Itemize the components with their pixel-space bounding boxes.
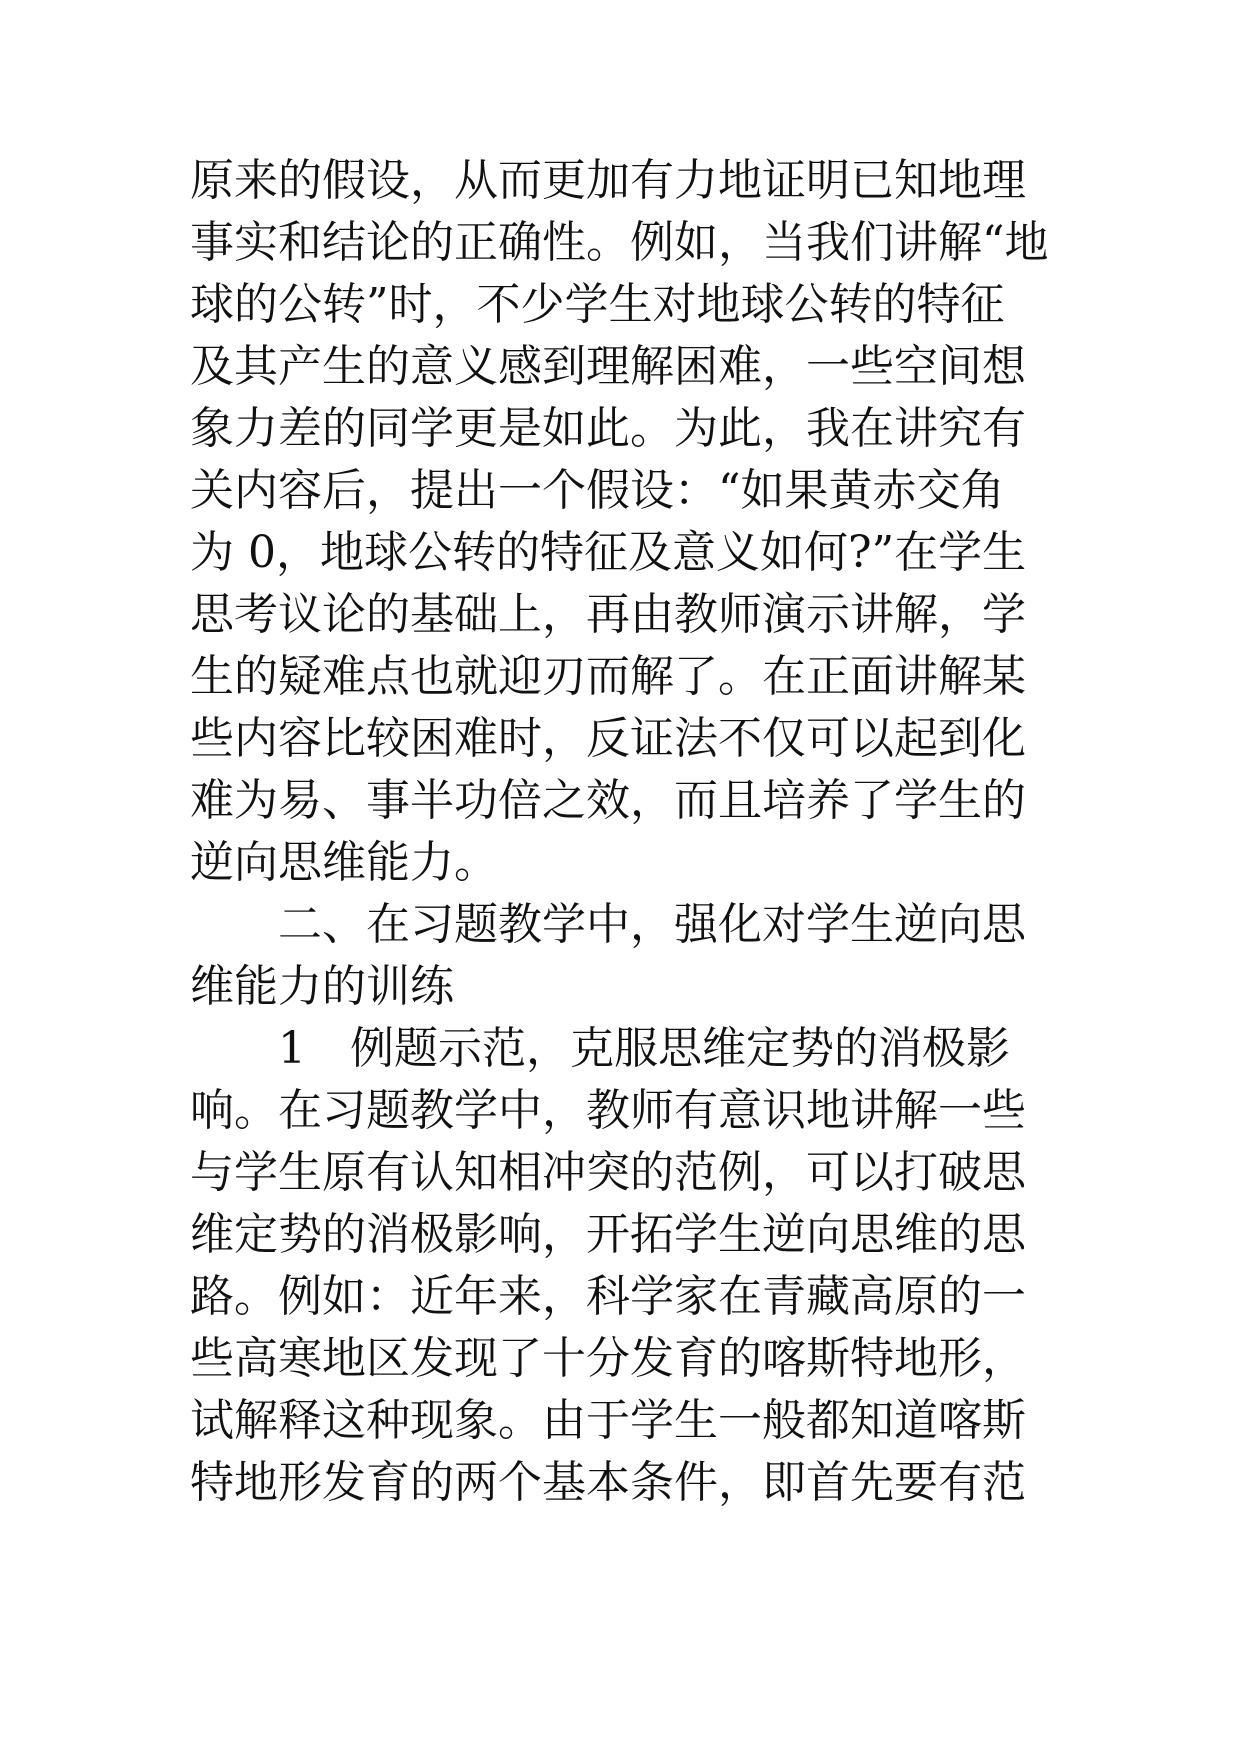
- text-line: 关内容后，提出一个假设：“如果黄赤交角: [190, 465, 1005, 516]
- text-line: 球的公转”时，不少学生对地球公转的特征: [190, 279, 1005, 330]
- text-line: 试解释这种现象。由于学生一般都知道喀斯: [190, 1395, 1026, 1446]
- text-line: 为 0，地球公转的特征及意义如何?”在学生: [190, 527, 1027, 578]
- text-line: 及其产生的意义感到理解困难，一些空间想: [190, 341, 1026, 392]
- text-line: 生的疑难点也就迎刃而解了。在正面讲解某: [190, 651, 1026, 702]
- text-line: 维定势的消极影响，开拓学生逆向思维的思: [190, 1209, 1026, 1260]
- text-line: 特地形发育的两个基本条件，即首先要有范: [190, 1457, 1026, 1508]
- text-line: 些高寒地区发现了十分发育的喀斯特地形，: [190, 1333, 1026, 1384]
- text-line: 路。例如：近年来，科学家在青藏高原的一: [190, 1271, 1026, 1322]
- body-text: [190, 150, 1060, 1514]
- text-line: 事实和结论的正确性。例如，当我们讲解“地: [190, 217, 1049, 268]
- text-line: 逆向思维能力。: [190, 837, 498, 888]
- text-line: 原来的假设，从而更加有力地证明已知地理: [190, 155, 1026, 206]
- section-heading-line: 二、在习题教学中，强化对学生逆向思: [278, 899, 1026, 950]
- text-line: 1 例题示范，克服思维定势的消极影: [278, 1023, 1010, 1074]
- text-line: 与学生原有认知相冲突的范例，可以打破思: [190, 1147, 1026, 1198]
- section-heading-line: 维能力的训练: [190, 961, 454, 1012]
- text-line: 象力差的同学更是如此。为此，我在讲究有: [190, 403, 1026, 454]
- text-line: 思考议论的基础上，再由教师演示讲解，学: [190, 589, 1026, 640]
- text-line: 些内容比较困难时，反证法不仅可以起到化: [190, 713, 1026, 764]
- text-line: 难为易、事半功倍之效，而且培养了学生的: [190, 775, 1026, 826]
- text-line: 响。在习题教学中，教师有意识地讲解一些: [190, 1085, 1026, 1136]
